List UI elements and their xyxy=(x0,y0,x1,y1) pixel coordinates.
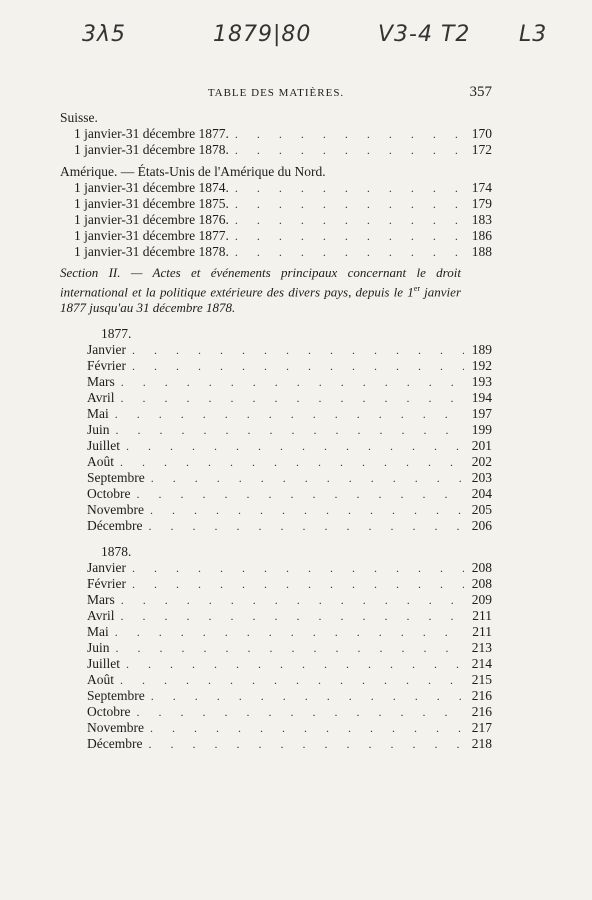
dot-leader xyxy=(121,608,465,624)
section-ii-text: Section II. — Actes et événements principaux concernant le droit international et la politique extérieure des divers pays, depuis le 1 xyxy=(60,265,461,300)
toc-entry xyxy=(60,688,492,704)
dot-leader xyxy=(126,438,464,454)
toc-entry xyxy=(60,438,492,454)
toc-entry xyxy=(60,518,492,534)
dot-leader xyxy=(115,406,464,422)
dot-leader xyxy=(136,704,464,720)
dot-leader xyxy=(121,592,464,608)
toc-entry-page: 218 xyxy=(471,736,492,752)
toc-entry-label: Octobre xyxy=(87,486,131,502)
toc-entry xyxy=(60,142,492,158)
toc-entry-page: 206 xyxy=(471,518,492,534)
dot-leader xyxy=(235,196,464,212)
toc-entry xyxy=(60,422,492,438)
dot-leader xyxy=(151,688,464,704)
handwritten-note: L3 xyxy=(519,22,548,47)
toc-entry xyxy=(60,126,492,142)
dot-leader xyxy=(235,126,464,142)
toc-entry-page: 188 xyxy=(471,244,492,259)
toc-entry xyxy=(60,592,492,608)
toc-entry-label: Juillet xyxy=(87,656,120,672)
year-heading-1878: 1878. xyxy=(101,544,132,560)
toc-entry-label: Février xyxy=(87,576,126,592)
dot-leader xyxy=(148,518,464,534)
toc-entry-label: Septembre xyxy=(87,470,145,486)
dot-leader xyxy=(132,560,464,576)
toc-entry xyxy=(60,390,492,406)
toc-entry xyxy=(60,196,492,212)
toc-entry-page: 197 xyxy=(471,406,492,422)
toc-entry-label: 1 janvier-31 décembre 1874. xyxy=(74,180,229,195)
toc-entry xyxy=(60,640,492,656)
toc-entry-page: 174 xyxy=(471,180,492,195)
dot-leader xyxy=(132,358,464,374)
toc-entry xyxy=(60,244,492,260)
toc-entry xyxy=(60,374,492,390)
dot-leader xyxy=(235,212,464,228)
section-ii-text-end: janvier 1877 jusqu'au 31 décembre 1878. xyxy=(60,284,462,316)
dot-leader xyxy=(116,640,464,656)
year-heading-1877: 1877. xyxy=(101,326,132,342)
toc-entry xyxy=(60,560,492,576)
toc-entry xyxy=(60,672,492,688)
toc-entry-page: 172 xyxy=(471,142,492,157)
toc-entry-label: Mars xyxy=(87,374,115,390)
dot-leader xyxy=(235,142,464,158)
toc-entry-label: 1 janvier-31 décembre 1877. xyxy=(74,126,229,141)
dot-leader xyxy=(121,390,465,406)
month-list-1878 xyxy=(60,560,492,752)
toc-entry-label: Juin xyxy=(87,640,110,656)
dot-leader xyxy=(126,656,464,672)
toc-entry-page: 209 xyxy=(471,592,492,608)
toc-entry-page: 204 xyxy=(471,486,492,502)
dot-leader xyxy=(235,180,464,196)
dot-leader xyxy=(120,454,464,470)
toc-entry xyxy=(60,576,492,592)
toc-entry-page: 179 xyxy=(471,196,492,211)
toc-entry-label: 1 janvier-31 décembre 1876. xyxy=(74,212,229,227)
toc-entry-label: Janvier xyxy=(87,342,126,358)
toc-entry xyxy=(60,180,492,196)
dot-leader xyxy=(115,624,464,640)
toc-entry-label: Avril xyxy=(87,390,115,406)
toc-entry xyxy=(60,406,492,422)
toc-entry-page: 202 xyxy=(471,454,492,470)
table-of-contents xyxy=(60,109,492,752)
toc-entry-page: 170 xyxy=(471,126,492,141)
toc-entry-page: 208 xyxy=(471,576,492,592)
toc-entry-page: 183 xyxy=(471,212,492,227)
toc-entry xyxy=(60,212,492,228)
toc-entry-page: 217 xyxy=(471,720,492,736)
toc-entry-page: 194 xyxy=(471,390,492,406)
toc-entry xyxy=(60,608,492,624)
dot-leader xyxy=(136,486,464,502)
toc-entry-page: 193 xyxy=(471,374,492,390)
toc-entry-page: 211 xyxy=(472,608,492,624)
dot-leader xyxy=(235,228,464,244)
toc-entry-label: Novembre xyxy=(87,720,144,736)
toc-entry xyxy=(60,358,492,374)
section-ii-description xyxy=(60,265,461,316)
dot-leader xyxy=(121,374,464,390)
toc-entry xyxy=(60,502,492,518)
toc-entry-label: Août xyxy=(87,454,114,470)
dot-leader xyxy=(148,736,464,752)
toc-entry-page: 214 xyxy=(471,656,492,672)
toc-entry-label: Août xyxy=(87,672,114,688)
toc-entry-label: Mai xyxy=(87,406,109,422)
toc-entry-page: 216 xyxy=(471,688,492,704)
toc-entry xyxy=(60,470,492,486)
toc-entry-page: 213 xyxy=(471,640,492,656)
section-heading-suisse: Suisse. xyxy=(60,110,98,125)
dot-leader xyxy=(132,342,464,358)
toc-entry xyxy=(60,736,492,752)
dot-leader xyxy=(132,576,464,592)
section-heading-amerique: Amérique. — États-Unis de l'Amérique du Nord. xyxy=(60,164,326,179)
toc-entry-page: 216 xyxy=(471,704,492,720)
toc-entry-label: 1 janvier-31 décembre 1877. xyxy=(74,228,229,243)
ordinal-superscript: er xyxy=(413,284,420,293)
toc-entry-label: Novembre xyxy=(87,502,144,518)
toc-entry xyxy=(60,656,492,672)
toc-entry-label: Décembre xyxy=(87,518,143,534)
toc-entry-label: Février xyxy=(87,358,126,374)
toc-entry-page: 186 xyxy=(471,228,492,243)
toc-entry-page: 211 xyxy=(472,624,492,640)
toc-entry-label: Octobre xyxy=(87,704,131,720)
toc-entry-label: 1 janvier-31 décembre 1875. xyxy=(74,196,229,211)
handwritten-note: V3-4 T2 xyxy=(378,22,471,47)
toc-entry-label: Mars xyxy=(87,592,115,608)
toc-entry-page: 199 xyxy=(471,422,492,438)
toc-entry xyxy=(60,454,492,470)
dot-leader xyxy=(150,502,464,518)
toc-entry-page: 203 xyxy=(471,470,492,486)
toc-entry-label: Juillet xyxy=(87,438,120,454)
toc-entry-page: 205 xyxy=(471,502,492,518)
running-title: TABLE DES MATIÈRES. xyxy=(207,87,345,99)
toc-entry-label: Mai xyxy=(87,624,109,640)
handwritten-note: 1879|80 xyxy=(213,22,312,47)
page-header xyxy=(60,84,492,104)
dot-leader xyxy=(235,244,464,260)
toc-entry-label: Juin xyxy=(87,422,110,438)
toc-entry xyxy=(60,486,492,502)
toc-entry-label: 1 janvier-31 décembre 1878. xyxy=(74,244,229,259)
toc-entry-label: Septembre xyxy=(87,688,145,704)
toc-entry-page: 192 xyxy=(471,358,492,374)
handwritten-note: 3λ5 xyxy=(82,22,127,47)
dot-leader xyxy=(150,720,464,736)
dot-leader xyxy=(120,672,464,688)
toc-entry-page: 215 xyxy=(471,672,492,688)
month-list-1877 xyxy=(60,342,492,534)
toc-entry xyxy=(60,720,492,736)
toc-entry-page: 208 xyxy=(471,560,492,576)
toc-entry xyxy=(60,624,492,640)
toc-entry-label: 1 janvier-31 décembre 1878. xyxy=(74,142,229,157)
toc-entry-page: 201 xyxy=(471,438,492,454)
handwritten-annotations xyxy=(0,22,592,62)
dot-leader xyxy=(151,470,464,486)
toc-entry xyxy=(60,704,492,720)
toc-entry-label: Avril xyxy=(87,608,115,624)
dot-leader xyxy=(116,422,464,438)
toc-entry-label: Décembre xyxy=(87,736,143,752)
toc-entry-page: 189 xyxy=(471,342,492,358)
toc-entry xyxy=(60,228,492,244)
page-number: 357 xyxy=(469,84,492,100)
toc-entry xyxy=(60,342,492,358)
toc-entry-label: Janvier xyxy=(87,560,126,576)
